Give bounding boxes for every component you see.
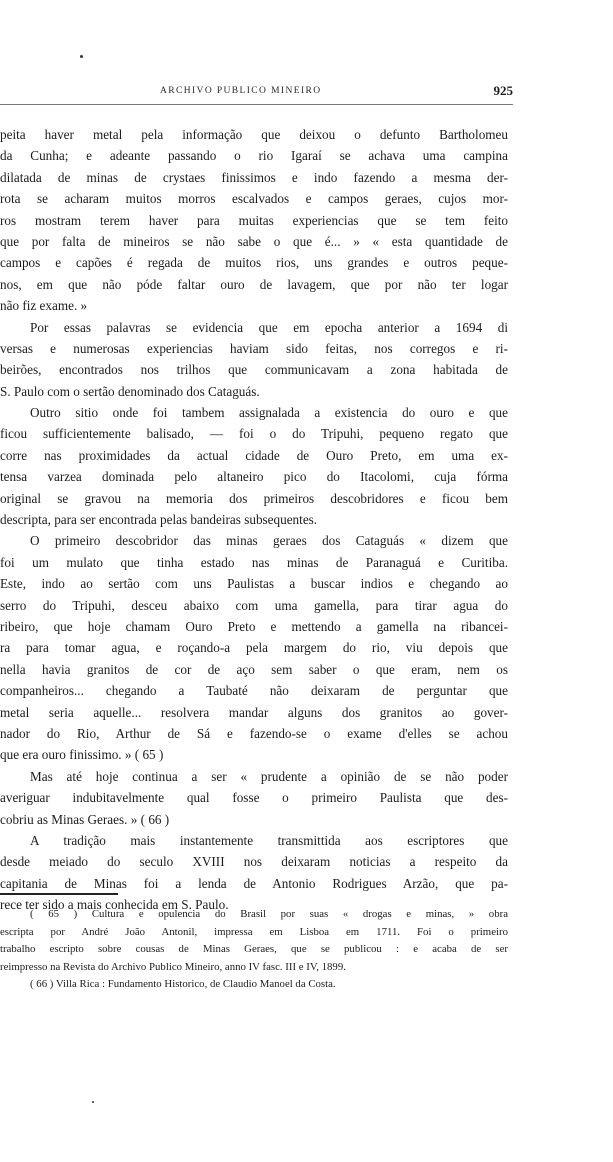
text-line: A tradição mais instantemente transmittida aos escriptores que — [30, 832, 508, 848]
main-text — [0, 124, 508, 915]
text-line: Por essas palavras se evidencia que em epocha anterior a 1694 di — [30, 319, 508, 335]
footnote-line: ( 66 ) Villa Rica : Fundamento Historico, de Claudio Manoel da Costa. — [30, 978, 336, 990]
text-line: foi um mulato que tinha estado nas minas de Paranaguá e Curitiba. — [0, 554, 508, 570]
text-line: companheiros... chegando a Taubaté não deixaram de perguntar que — [0, 683, 508, 699]
text-line: beirões, encontrados nos trilhos que communicavam a zona habitada de — [0, 362, 508, 378]
text-line: que era ouro finissimo. » ( 65 ) — [0, 747, 164, 763]
footnotes — [0, 906, 508, 994]
footnote-line: trabalho escripto sobre cousas de Minas Geraes, que se publicou : e acaba de ser — [0, 943, 508, 955]
text-line: tensa varzea dominada pelo altaneiro pico do Itacolomi, cuja fórma — [0, 469, 508, 485]
text-line: rota se acharam muitos morros escalvados e campos geraes, cujos mor- — [0, 191, 508, 207]
footnote-line: reimpresso na Revista do Archivo Publico Mineiro, anno IV fasc. III e IV, 1899. — [0, 960, 346, 973]
text-line: capitania de Minas foi a lenda de Antonio Rodrigues Arzão, que pa- — [0, 875, 508, 891]
text-line: metal seria aquelle... resolvera mandar alguns dos granitos ao gover- — [0, 704, 508, 720]
page-number: 925 — [493, 83, 513, 98]
text-line: que por falta de mineiros se não sabe o que é... » « esta quantidade de — [0, 233, 508, 249]
text-line: Mas até hoje continua a ser « prudente a opinião de se não poder — [30, 768, 508, 784]
print-speck — [80, 55, 83, 58]
text-line: nella havia granitos de cor de aço sem saber o que eram, nem os — [0, 661, 508, 677]
text-line: ra para tomar agua, e roçando-a pela margem do rio, viu depois que — [0, 640, 508, 656]
text-line: serro do Tripuhi, desceu abaixo com uma gamella, para tirar agua do — [0, 597, 508, 613]
text-line: original se gravou na memoria dos primeiros descobridores e ficou bem — [0, 490, 508, 506]
text-line: campos e capões é regada de muitos rios, uns grandes e outros peque- — [0, 255, 508, 271]
footnote-separator — [0, 893, 118, 895]
footnote-line: escripta por André João Antonil, impressa em Lisboa em 1711. Foi o primeiro — [0, 925, 508, 938]
text-line: S. Paulo com o sertão denominado dos Cataguás. — [0, 383, 260, 399]
text-line: Outro sitio onde foi tambem assignalada a existencia do ouro e que — [30, 405, 508, 421]
running-header — [0, 83, 513, 103]
running-title: ARCHIVO PUBLICO MINEIRO — [160, 86, 322, 96]
text-line: rece ter sido a mais conhecida em S. Paulo. — [0, 897, 229, 913]
text-line: nos, em que não póde faltar ouro de lavagem, que por não ter logar — [0, 276, 508, 292]
text-line: da Cunha; e adeante passando o rio Igaraí se achava uma campina — [0, 148, 508, 164]
text-line: desde meiado do seculo XVIII nos deixaram noticias a respeito da — [0, 854, 508, 870]
text-line: nador do Rio, Arthur de Sá e fazendo-se o exame d'elles se achou — [0, 725, 508, 741]
print-speck — [92, 1101, 94, 1103]
header-rule — [0, 104, 513, 105]
text-line: ros mostram terem haver para muitas experiencias que se tem feito — [0, 212, 508, 228]
text-line: cobriu as Minas Geraes. » ( 66 ) — [0, 811, 170, 827]
text-line: versas e numerosas experiencias haviam sido feitas, nos corregos e ri- — [0, 340, 508, 356]
text-line: O primeiro descobridor das minas geraes dos Cataguás « dizem que — [30, 533, 508, 549]
text-line: não fiz exame. » — [0, 298, 88, 314]
text-line: ficou sufficientemente balisado, — foi o do Tripuhi, pequeno regato que — [0, 426, 508, 442]
text-line: peita haver metal pela informação que deixou o defunto Bartholomeu — [0, 127, 508, 142]
text-line: Este, indo ao sertão com uns Paulistas a buscar indios e chegando ao — [0, 576, 508, 592]
text-line: ribeiro, que hoje chamam Ouro Preto e mettendo a gamella na ribancei- — [0, 618, 508, 634]
text-line: dilatada de minas de crystaes finissimos e indo fazendo a mesma der- — [0, 169, 508, 185]
text-line: corre nas proximidades da actual cidade de Ouro Preto, em uma ex- — [0, 447, 508, 463]
text-line: averiguar indubitavelmente qual fosse o primeiro Paulista que des- — [0, 790, 508, 806]
text-line: descripta, para ser encontrada pelas bandeiras subsequentes. — [0, 512, 318, 528]
footnote-line: ( 65 ) Cultura e opulencia do Brasil por suas « drogas e minas, » obra — [30, 908, 508, 920]
